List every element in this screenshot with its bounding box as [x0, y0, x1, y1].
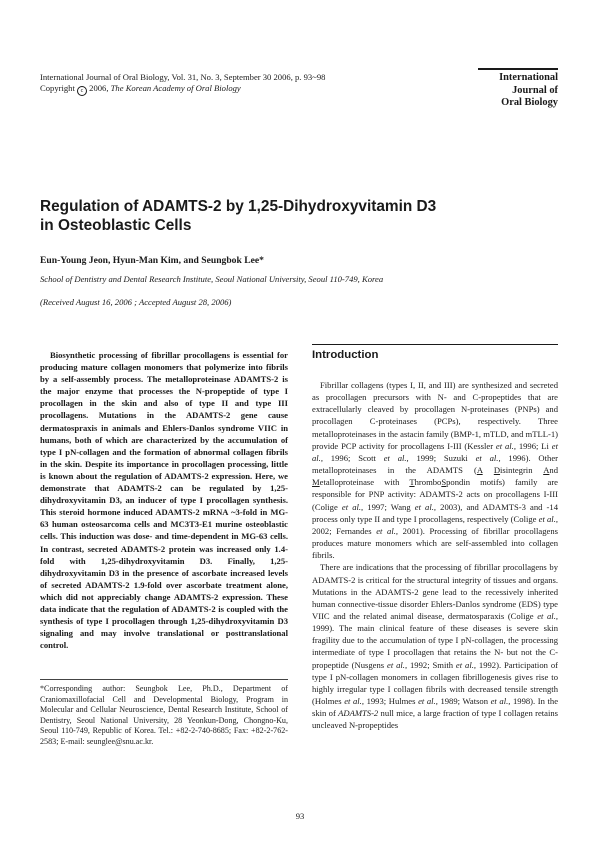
article-title: Regulation of ADAMTS-2 by 1,25-Dihydroxyvitamin D3 in Osteoblastic Cells — [40, 198, 437, 234]
section-rule — [312, 344, 558, 345]
journal-citation-block — [40, 72, 370, 96]
received-dates: (Received August 16, 2006 ; Accepted August 28, 2006) — [40, 297, 232, 307]
author-list: Eun-Young Jeon, Hyun-Man Kim, and Seungbok Lee* — [40, 255, 264, 266]
section-heading-introduction: Introduction — [312, 349, 379, 361]
page-number: 93 — [295, 811, 305, 821]
footnote-divider — [40, 679, 288, 680]
copyright-icon: c — [77, 86, 87, 96]
abstract: Biosynthetic processing of fibrillar procollagens is essential for producing mature collagen monomers that polymerize into fibrils by a self-assembly process. The metalloproteinase ADAMTS-2 is the major enzyme that processes the N-propeptide of type I procollagen in the skin and also of type II and type III procollagens. Mutations in the ADAMTS-2 gene cause dermatospraxis in animals and Ehlers-Danlos syndrome VIIC in humans, both of which are characterized by the accumulation of type I pN-collagen and the formation of abnormal collagen fibrils in the skin. Despite its importance in procollagen processing, little is known about the regulation of ADAMTS-2 expression. Here, we demonstrate that ADAMTS-2 can be regulated by 1,25-dihydroxyvitamin D3, an inducer of type I procollagen synthesis. This steroid hormone induced ADAMTS-2 mRNA ~3-fold in MG-63 human osteosarcoma cells and MC3T3-E1 murine osteoblastic cells. This induction was dose- and time-dependent in MG-63 cells. In contrast, secreted ADAMTS-2 protein was increased only 1.4-fold with 1,25-dihydroxyvitamin D3. Finally, 1,25-dihydroxyvitamin D3 in the presence of ascorbate increased levels of secreted ADAMTS-2 1.9-fold over ascorbate treatment alone, which did not appreciably change ADAMTS-2 expression. These data indicate that the regulation of ADAMTS-2 is coupled with the synthesis of type I procollagen through 1,25-dihydroxyvitamin D3 signaling and may involve translational or posttranslational control. — [40, 350, 288, 651]
journal-citation: International Journal of Oral Biology, Vol. 31, No. 3, September 30 2006, p. 93~98 — [40, 72, 326, 82]
introduction-paragraph-2: There are indications that the processing of fibrillar procollagens by ADAMTS-2 is critical for the structural integrity of tissues and organs. Mutations in the ADAMTS-2 gene lead to the recessively inherited human connective-tissue disorder Ehlers-Danlos syndrome (EDS) type VIIC and the related animal disease, dermatosparaxis (Colige et al., 1999). The main clinical feature of these diseases is severe skin fragility due to the accumulation of type I pN-collagen, the processing intermediate of type I procollagen that retains the N- but not the C-propeptide (Nusgens et al., 1992; Smith et al., 1992). Participation of type I pN-collagen monomers in collagen fibrillogenesis gives rise to highly irregular type I collagen fibrils with decreased tensile strength (Holmes et al., 1993; Hulmes et al., 1989; Watson et al., 1998). In the skin of ADAMTS-2 null mice, a large fraction of type I collagen retains uncleaved N-propeptides — [312, 562, 559, 731]
affiliation: School of Dentistry and Dental Research Institute, Seoul National University, Seoul 110-749, Korea — [40, 274, 384, 284]
copyright-society: The Korean Academy of Oral Biology — [110, 83, 241, 93]
introduction-paragraph-1: Fibrillar collagens (types I, II, and III) are synthesized and secreted as procollagen precursors with N- and C-propeptides that are extracellularly cleaved by procollagen N-proteinases (PNPs) and procollagen C-proteinases (PCPs), respectively. Three metalloproteinases in the astacin family (BMP-1, mTLD, and mTLL-1) provide PCP activity for procollagens I-III (Kessler et al., 1996; Li et al., 1996; Scott et al., 1999; Suzuki et al., 1996). Other metalloproteinases in the ADAMTS (A Disintegrin And Metalloproteinase with ThromboSpondin motifs) family are responsible for PNP activity: ADAMTS-2 acts on procollagens I-III (Colige et al., 1997; Wang et al., 2003), and ADAMTS-3 and -14 process only type II and type I procollagens, respectively (Colige et al., 2002; Fernandes et al., 2001). Processing of fibrillar procollagens produces mature monomers which are self-assembled into collagen fibrils. — [312, 380, 558, 561]
corresponding-author-footnote: *Corresponding author: Seungbok Lee, Ph.D., Department of Craniomaxillofacial Cell and Developmental Biology, Program in Molecular and Cellular Neuroscience, Dental Research Institute, School of Dentistry, Seoul National University, 28 Yeonkun-Dong, Chongno-Ku, Seoul 110-749, Republic of Korea. Tel.: +82-2-740-8685; Fax: +82-2-762-2583; E-mail: seunglee@snu.ac.kr. — [40, 684, 288, 746]
copyright-line: Copyright c 2006, The Korean Academy of Oral Biology — [40, 83, 241, 94]
masthead-rule — [478, 68, 558, 70]
introduction-body — [312, 379, 558, 732]
journal-masthead: International Journal of Oral Biology — [499, 72, 558, 109]
